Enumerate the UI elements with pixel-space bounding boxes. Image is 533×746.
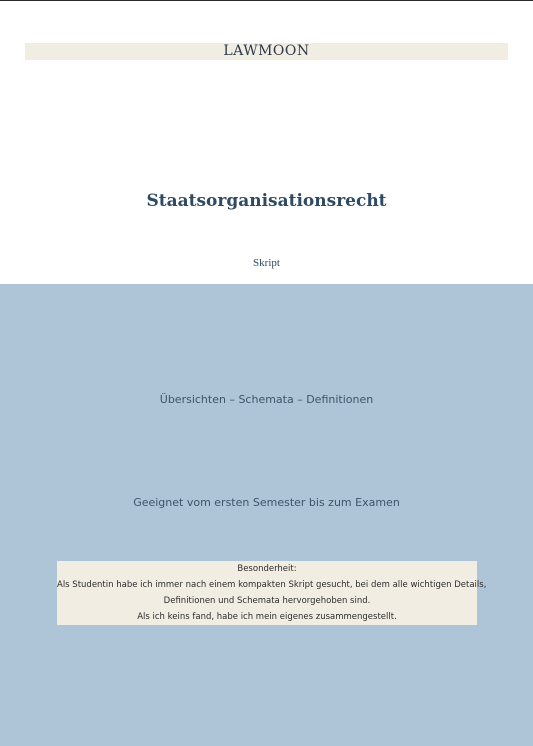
audience-tagline: Geeignet vom ersten Semester bis zum Examen <box>133 496 400 509</box>
brand-logo-text: LAWMOON <box>223 43 310 59</box>
note-heading: Besonderheit: <box>237 564 297 574</box>
document-title: Staatsorganisationsrecht <box>146 191 387 211</box>
brand-header-band <box>25 43 508 60</box>
document-subtitle: Skript <box>253 257 280 269</box>
note-line-3: Als ich keins fand, habe ich mein eigenes zusammengestellt. <box>137 612 397 622</box>
special-note-box <box>57 561 487 625</box>
top-border-line <box>0 0 533 1</box>
blue-info-panel <box>0 284 533 746</box>
note-line-1: Als Studentin habe ich immer nach einem kompakten Skript gesucht, bei dem alle wichtigen Details, <box>57 580 487 590</box>
note-line-2: Definitionen und Schemata hervorgehoben sind. <box>163 596 371 606</box>
contents-tagline: Übersichten – Schemata – Definitionen <box>159 393 374 406</box>
